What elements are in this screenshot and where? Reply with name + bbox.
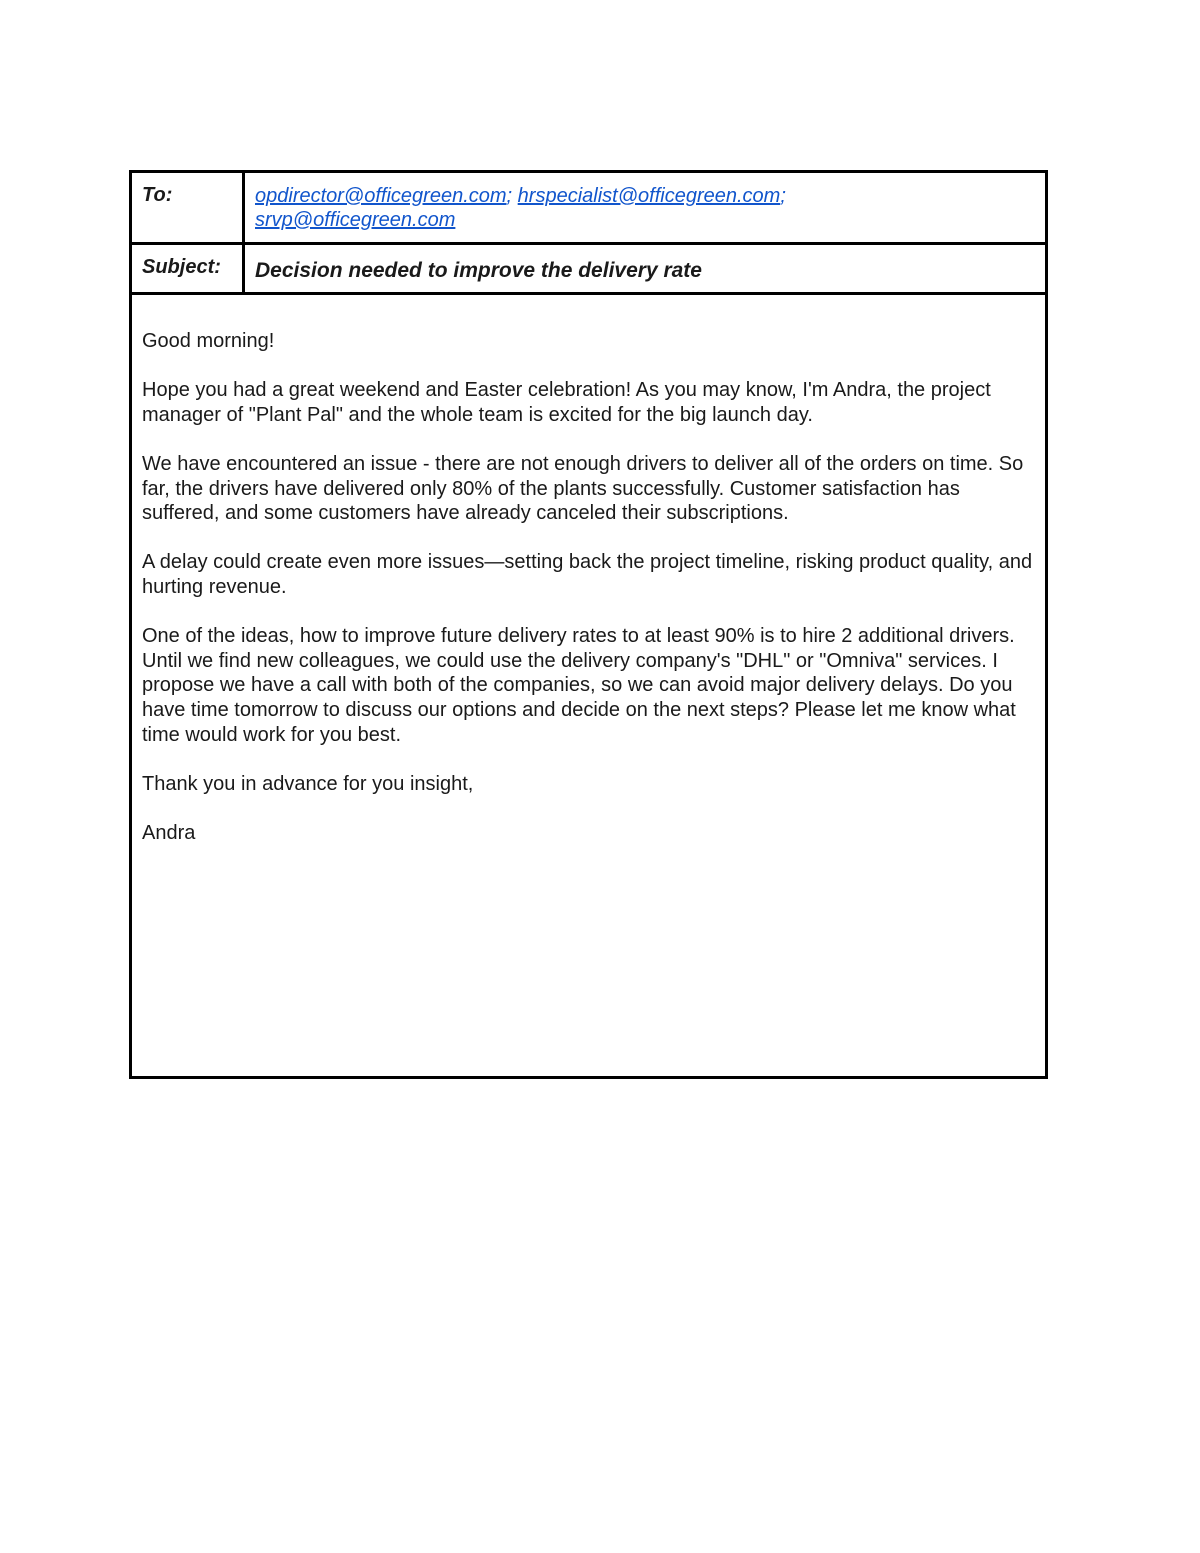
body-paragraph-3: A delay could create even more issues—setting back the project timeline, risking product quality, and hurting revenue.: [142, 551, 1033, 598]
subject-field[interactable]: [245, 245, 1045, 292]
recipient-link-srvp[interactable]: srvp@officegreen.com: [255, 209, 456, 231]
recipient-link-opdirector[interactable]: opdirector@officegreen.com: [255, 185, 507, 207]
recipient-separator: ;: [780, 185, 786, 207]
subject-row: [132, 245, 1045, 295]
body-paragraph-1: Hope you had a great weekend and Easter celebration! As you may know, I'm Andra, the project manager of "Plant Pal" and the whole team is excited for the big launch day.: [142, 379, 991, 426]
body-signature: Andra: [142, 821, 196, 844]
email-draft-table: [129, 170, 1048, 1079]
body-closing: Thank you in advance for you insight,: [142, 772, 474, 795]
recipients-field[interactable]: [245, 173, 1045, 242]
to-row: [132, 173, 1045, 245]
email-body[interactable]: [132, 295, 1045, 845]
subject-text: Decision needed to improve the delivery rate: [255, 259, 702, 282]
subject-label: Subject:: [132, 245, 245, 292]
body-greeting: Good morning!: [142, 330, 275, 352]
to-label: To:: [132, 173, 245, 242]
recipient-separator: ;: [506, 185, 513, 207]
recipient-link-hrspecialist[interactable]: hrspecialist@officegreen.com: [517, 185, 781, 207]
body-paragraph-4: One of the ideas, how to improve future delivery rates to at least 90% is to hire 2 additional drivers. Until we find new colleagues, we could use the delivery company's "DHL" or "Omniva" services. I propose we have a call with both of the companies, so we can avoid major delivery delays. Do you have time tomorrow to discuss our options and decide on the next steps? Please let me know what time would work for you best.: [142, 625, 1016, 746]
body-paragraph-2: We have encountered an issue - there are not enough drivers to deliver all of the orders on time. So far, the drivers have delivered only 80% of the plants successfully. Customer satisfaction has suffered, and some customers have already canceled their subscriptions.: [142, 452, 1024, 525]
